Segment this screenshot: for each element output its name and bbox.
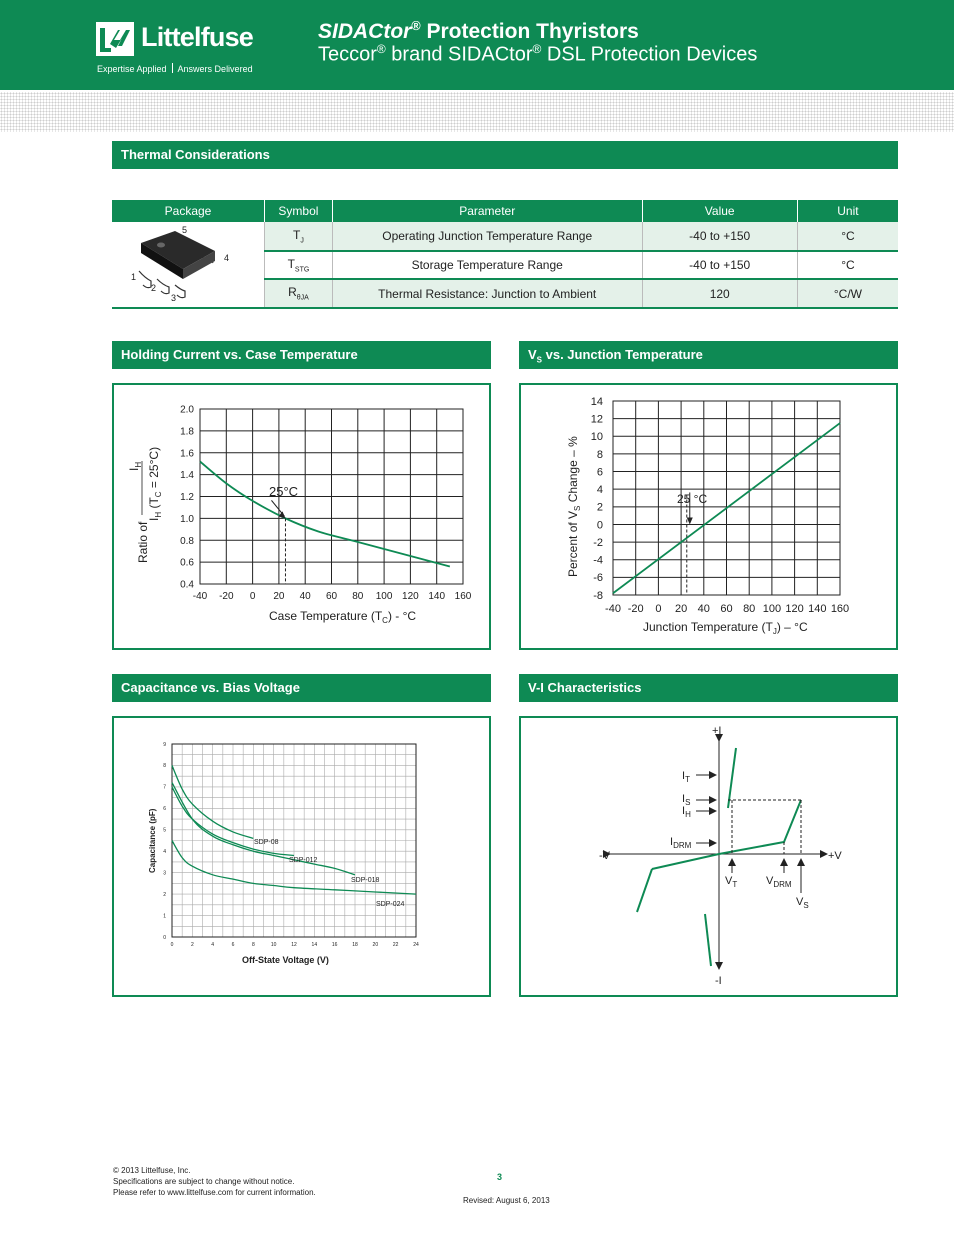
vs-junction-temp-chart xyxy=(521,385,896,648)
x-tick-label: 80 xyxy=(743,603,756,615)
value-cell: -40 to +150 xyxy=(642,251,797,280)
vi-curve-forward xyxy=(652,800,801,869)
x-tick-label: 80 xyxy=(352,591,364,602)
vs-chart-box xyxy=(519,383,898,650)
vi-curve-reverse xyxy=(637,869,652,912)
y-tick-label: 6 xyxy=(596,466,603,479)
x-tick-label: 0 xyxy=(170,942,174,948)
vs-x-axis-label: Junction Temperature $(T_J) - ^\circ C$ xyxy=(643,620,808,636)
x-tick-label: 160 xyxy=(830,603,850,615)
svg-text:Percent of VS Change – %: Percent of $V_S$ Change – % xyxy=(566,436,582,577)
y-tick-label: -2 xyxy=(593,536,603,549)
series-label-sdp-018: SDP-018 xyxy=(351,877,380,884)
y-tick-label: -8 xyxy=(593,589,603,602)
y-tick-label: 8 xyxy=(596,448,603,461)
y-tick-label: 2 xyxy=(163,891,166,898)
svg-text:Ratio of: Ratio of xyxy=(136,521,150,563)
y-tick-label: 1.0 xyxy=(180,513,194,525)
thermal-section-title: Thermal Considerations xyxy=(112,141,898,169)
sot-package-icon xyxy=(113,223,263,303)
vi-label-neg-v: -V xyxy=(599,850,610,862)
y-tick-label: 10 xyxy=(590,431,603,444)
vi-label-idrm: $I_{DRM}$ xyxy=(670,836,692,850)
capacitance-chart xyxy=(114,718,489,995)
x-tick-label: -40 xyxy=(605,603,621,615)
thermal-header-row xyxy=(112,200,898,222)
vi-label-vdrm: $V_{DRM}$ xyxy=(766,875,792,889)
col-package: Package xyxy=(112,200,265,222)
y-tick-label: 1.4 xyxy=(180,470,194,482)
col-symbol: Symbol xyxy=(265,200,333,222)
x-tick-label: 160 xyxy=(454,591,472,602)
vi-label-it: $I_T$ xyxy=(682,770,690,784)
svg-text:IH (TC = 25°C): $I_H$ $(T_C = 25^\circ C)$ xyxy=(147,446,163,521)
holding-section-title: Holding Current vs. Case Temperature xyxy=(112,341,491,369)
x-tick-label: 40 xyxy=(299,591,311,602)
y-tick-label: -4 xyxy=(593,554,603,567)
x-tick-label: 18 xyxy=(352,942,358,948)
x-tick-label: 120 xyxy=(785,603,804,615)
svg-text:Capacitance (pF): Capacitance (pF) xyxy=(148,808,157,873)
logo-tagline: Expertise Applied Answers Delivered xyxy=(97,64,253,74)
thermal-table xyxy=(112,200,898,309)
holding-chart-box xyxy=(112,383,491,650)
y-tick-label: 0 xyxy=(596,519,603,532)
pin-label-2: 2 xyxy=(151,283,157,293)
value-cell: -40 to +150 xyxy=(642,222,797,251)
pin-label-4: 4 xyxy=(224,253,230,263)
series-line xyxy=(200,462,450,567)
x-tick-label: -20 xyxy=(219,591,234,602)
unit-cell: °C/W xyxy=(797,279,898,308)
x-tick-label: 4 xyxy=(211,942,215,948)
col-unit: Unit xyxy=(797,200,898,222)
package-drawing-cell xyxy=(112,222,265,308)
x-tick-label: 60 xyxy=(325,591,338,602)
vi-label-vt: $V_T$ xyxy=(725,875,738,889)
vi-label-pos-v: +V xyxy=(828,850,842,862)
x-tick-label: 14 xyxy=(311,942,318,948)
y-tick-label: 0.8 xyxy=(180,535,194,547)
x-tick-label: 120 xyxy=(402,591,419,602)
x-tick-label: 2 xyxy=(190,942,194,948)
y-tick-label: 6 xyxy=(163,806,166,813)
vi-label-vs: $V_S$ xyxy=(796,896,809,910)
parameter-cell: Operating Junction Temperature Range xyxy=(332,222,642,251)
y-tick-label: 0.6 xyxy=(180,557,194,569)
vi-chart-box xyxy=(519,716,898,997)
vi-label-pos-i: +I xyxy=(712,725,722,737)
y-tick-label: 9 xyxy=(163,741,166,748)
cap-chart-box xyxy=(112,716,491,997)
y-tick-label: 1 xyxy=(163,913,166,920)
page-title: SIDACtor® Protection Thyristors xyxy=(318,19,639,43)
holding-y-axis-numerator xyxy=(127,462,143,471)
unit-cell: °C xyxy=(797,222,898,251)
col-value: Value xyxy=(642,200,797,222)
vi-label-is: $I_S$ xyxy=(682,793,691,807)
littelfuse-logo-icon xyxy=(96,22,134,56)
y-tick-label: 3 xyxy=(163,870,166,877)
y-tick-label: 8 xyxy=(163,763,166,770)
cap-y-axis-label xyxy=(148,808,157,873)
holding-annotation: 25°C xyxy=(269,484,299,499)
x-tick-label: 22 xyxy=(392,942,399,948)
y-tick-label: 0 xyxy=(163,934,166,941)
parameter-cell: Storage Temperature Range xyxy=(332,251,642,280)
x-tick-label: 100 xyxy=(375,591,393,602)
x-tick-label: 140 xyxy=(808,603,827,615)
vi-characteristics-diagram xyxy=(521,718,896,995)
holding-y-axis-label xyxy=(136,521,150,563)
y-tick-label: 2.0 xyxy=(180,404,194,416)
cap-section-title: Capacitance vs. Bias Voltage xyxy=(112,674,491,702)
y-tick-label: 4 xyxy=(596,484,603,497)
vs-pointer-head xyxy=(687,517,693,524)
holding-x-axis-label: Case Temperature $(T_C) - ^\circ C$ xyxy=(269,609,417,625)
dot-pattern-band xyxy=(0,92,954,132)
y-tick-label: 1.6 xyxy=(180,448,194,460)
series-label-sdp-012: SDP-012 xyxy=(289,857,318,864)
pin-label-3: 3 xyxy=(171,293,177,303)
vs-annotation: 25 °C xyxy=(677,492,708,506)
x-tick-label: 8 xyxy=(251,942,255,948)
x-tick-label: 40 xyxy=(697,603,710,615)
symbol-cell: $R_{\theta JA}$ xyxy=(265,279,333,308)
x-tick-label: 20 xyxy=(273,591,285,602)
page-subtitle: Teccor® brand SIDACtor® DSL Protection Devices xyxy=(318,42,758,66)
vi-label-ih: $I_H$ xyxy=(682,805,691,819)
x-tick-label: 0 xyxy=(655,603,662,615)
x-tick-label: -40 xyxy=(192,591,208,602)
x-tick-label: 10 xyxy=(270,942,277,948)
x-tick-label: 100 xyxy=(762,603,782,615)
svg-text:IH: $I_H$ xyxy=(127,461,143,471)
x-tick-label: 16 xyxy=(331,942,338,948)
holding-y-axis-denominator xyxy=(147,447,163,521)
x-tick-label: 140 xyxy=(428,591,446,602)
series-label-sdp-024: SDP-024 xyxy=(376,901,405,908)
holding-current-chart xyxy=(114,385,489,648)
x-tick-label: 20 xyxy=(674,603,688,615)
col-parameter: Parameter xyxy=(332,200,642,222)
revision-date: Revised: August 6, 2013 xyxy=(463,1196,550,1205)
y-tick-label: 4 xyxy=(163,848,166,855)
y-tick-label: 1.2 xyxy=(180,492,194,503)
unit-cell: °C xyxy=(797,251,898,280)
vi-label-neg-i: -I xyxy=(715,975,722,987)
x-tick-label: -20 xyxy=(627,603,644,615)
x-tick-label: 60 xyxy=(720,603,733,615)
page-header xyxy=(0,0,954,90)
y-tick-label: 7 xyxy=(163,784,166,791)
x-tick-label: 24 xyxy=(413,942,419,948)
value-cell: 120 xyxy=(642,279,797,308)
symbol-cell: $T_J$ xyxy=(265,222,333,251)
y-tick-label: 2 xyxy=(596,501,603,514)
vi-section-title: V-I Characteristics xyxy=(519,674,898,702)
x-tick-label: 20 xyxy=(372,942,379,948)
x-tick-label: 6 xyxy=(231,942,235,948)
y-tick-label: 0.4 xyxy=(180,579,194,591)
footer-legal: © 2013 Littelfuse, Inc. Specifications are subject to change without notice. Please refer to www.littelfuse.com for current information. xyxy=(113,1166,316,1197)
x-tick-label: 12 xyxy=(291,942,297,948)
y-tick-label: 14 xyxy=(590,395,603,408)
y-tick-label: 5 xyxy=(163,827,166,834)
pin-label-5: 5 xyxy=(182,225,188,235)
vi-curve-reverse-on xyxy=(705,914,711,966)
vs-y-axis-label xyxy=(566,436,582,577)
table-row xyxy=(112,222,898,251)
pin-label-1: 1 xyxy=(131,272,137,282)
y-tick-label: -6 xyxy=(593,572,603,585)
logo-wordmark: Littelfuse xyxy=(141,22,254,52)
vi-curve-on-state xyxy=(728,748,736,808)
parameter-cell: Thermal Resistance: Junction to Ambient xyxy=(332,279,642,308)
y-tick-label: 1.8 xyxy=(180,426,194,438)
y-tick-label: 12 xyxy=(590,413,603,426)
cap-x-axis-label: Off-State Voltage (V) xyxy=(242,955,329,965)
symbol-cell: $T_{STG}$ xyxy=(265,251,333,280)
x-tick-label: 0 xyxy=(249,591,256,602)
series-label-sdp-08: SDP-08 xyxy=(254,839,279,846)
page-number: 3 xyxy=(497,1172,503,1182)
vs-section-title: $V_S$ vs. Junction Temperature xyxy=(519,341,898,369)
